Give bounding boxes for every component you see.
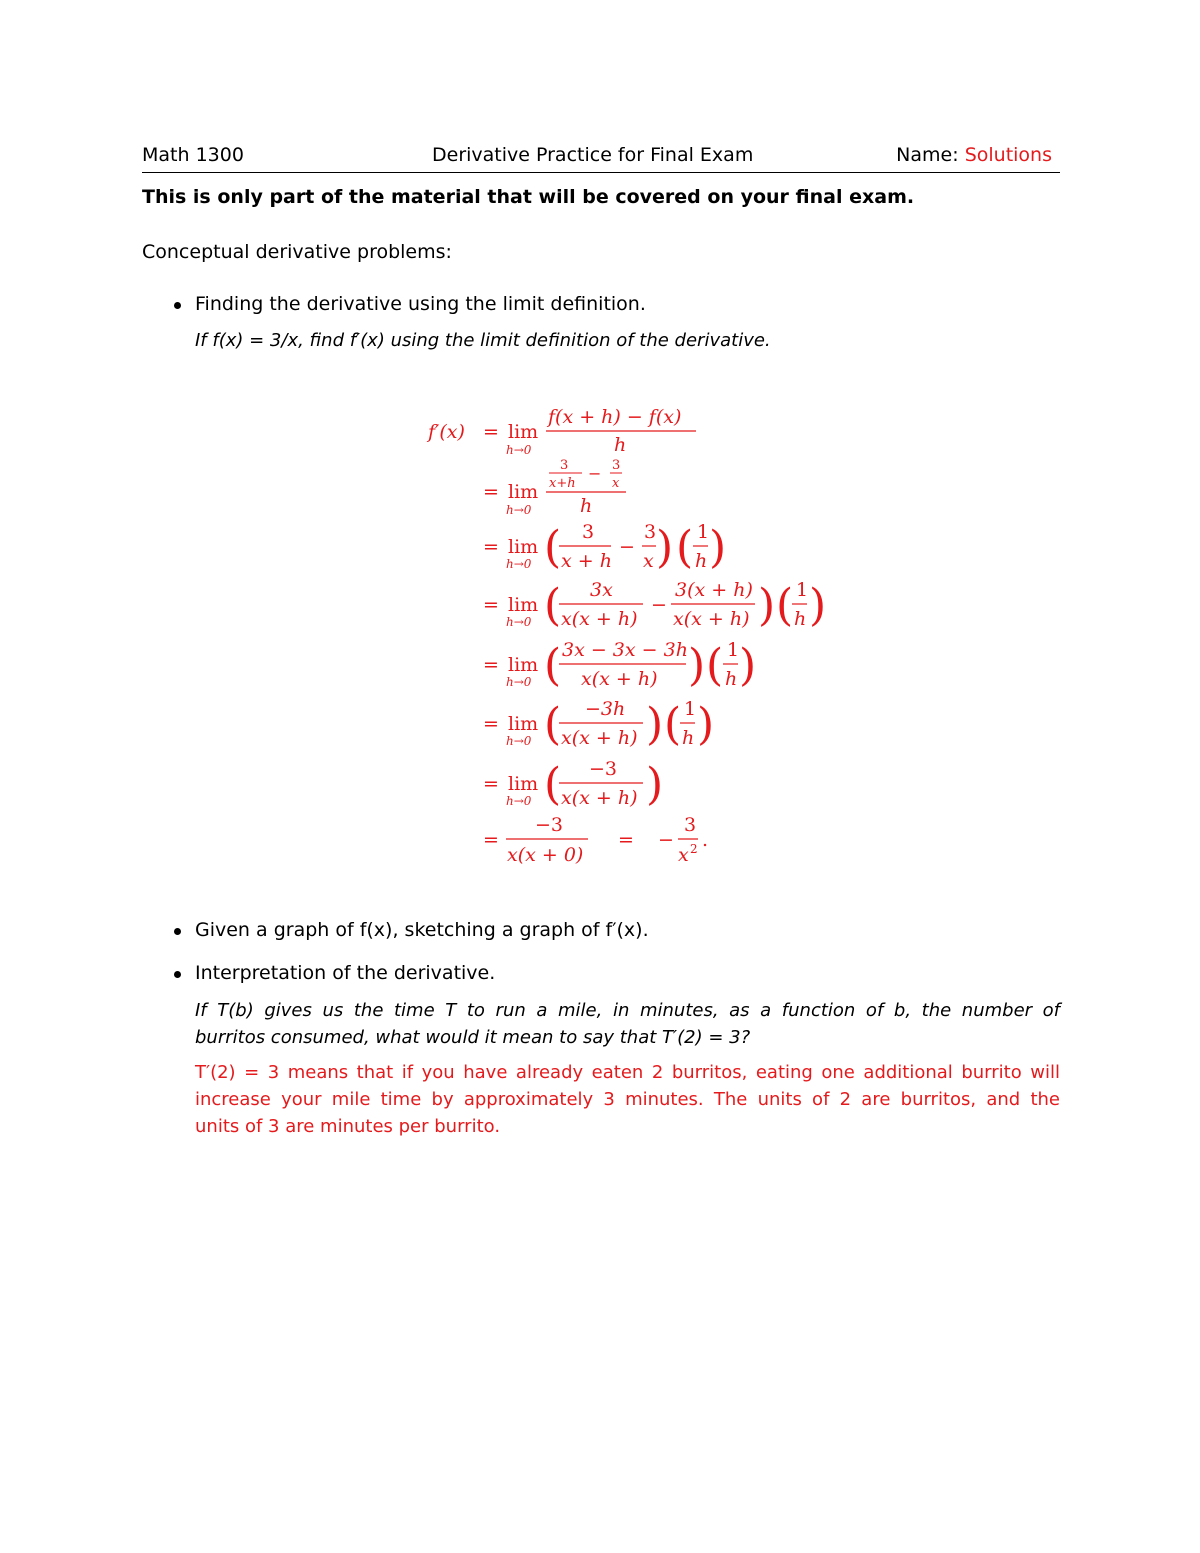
svg-text:(: ( [544, 759, 562, 810]
svg-text:x(x + h): x(x + h) [561, 608, 638, 630]
svg-text:h: h [682, 727, 695, 749]
svg-text:lim: lim [508, 773, 539, 795]
svg-text:=: = [483, 594, 499, 616]
bullet-dot [174, 928, 181, 935]
svg-text:lim: lim [508, 654, 539, 676]
svg-text:h→0: h→0 [506, 503, 532, 517]
lim-subscript: h→0 [506, 443, 532, 457]
lim-operator: lim [508, 421, 539, 443]
svg-text:lim: lim [508, 536, 539, 558]
svg-text:x + h: x + h [561, 550, 612, 572]
svg-text:2: 2 [690, 842, 698, 856]
svg-text:h: h [695, 550, 708, 572]
svg-text:=: = [618, 829, 634, 851]
svg-text:(: ( [664, 699, 682, 750]
svg-text:=: = [483, 536, 499, 558]
svg-text:(: ( [706, 640, 724, 691]
svg-text:(: ( [776, 580, 794, 631]
svg-text:): ) [646, 699, 664, 750]
svg-text:−3h: −3h [585, 698, 626, 720]
svg-text:(: ( [544, 580, 562, 631]
bullet-3-text: Interpretation of the derivative. [195, 962, 496, 984]
svg-text:h: h [725, 668, 738, 690]
numerator: f(x + h) − f(x) [548, 406, 682, 428]
bullet-1-prompt: If f(x) = 3/x, find f′(x) using the limit definition of the derivative. [195, 330, 771, 351]
svg-text:): ) [646, 759, 664, 810]
svg-text:3x − 3x − 3h: 3x − 3x − 3h [562, 639, 688, 661]
svg-text:h→0: h→0 [506, 675, 532, 689]
svg-text:x(x + h): x(x + h) [673, 608, 750, 630]
svg-text:x: x [678, 844, 689, 866]
bullet-2-text: Given a graph of f(x), sketching a graph of f′(x). [195, 919, 649, 941]
svg-text:): ) [739, 640, 757, 691]
svg-text:−: − [588, 464, 602, 483]
svg-text:3: 3 [612, 458, 621, 473]
svg-text:x(x + h): x(x + h) [561, 727, 638, 749]
svg-text:h→0: h→0 [506, 615, 532, 629]
svg-text:=: = [483, 713, 499, 735]
svg-text:x(x + h): x(x + h) [561, 787, 638, 809]
svg-text:=: = [483, 654, 499, 676]
svg-text:1: 1 [796, 579, 809, 601]
svg-text:h→0: h→0 [506, 794, 532, 808]
svg-text:): ) [758, 580, 776, 631]
svg-text:−: − [651, 594, 667, 616]
svg-text:lim: lim [508, 481, 539, 503]
svg-text:−3: −3 [589, 758, 618, 780]
svg-text:1: 1 [697, 521, 710, 543]
document-title: Derivative Practice for Final Exam [432, 144, 754, 166]
answer-line: T′(2) = 3 means that if you have already eaten 2 burritos, eating one additional burrito will [195, 1062, 1060, 1083]
svg-text:): ) [809, 580, 827, 631]
svg-text:=: = [483, 773, 499, 795]
bullet-1-text: Finding the derivative using the limit definition. [195, 293, 646, 315]
svg-text:h: h [580, 495, 593, 517]
svg-text:): ) [709, 522, 727, 573]
svg-text:lim: lim [508, 594, 539, 616]
svg-text:h→0: h→0 [506, 557, 532, 571]
svg-text:1: 1 [727, 639, 740, 661]
svg-text:x: x [612, 476, 620, 491]
svg-text:3(x + h): 3(x + h) [675, 579, 753, 601]
svg-text:−3: −3 [535, 814, 564, 836]
svg-text:): ) [697, 699, 715, 750]
derivative-lhs: f′(x) [428, 421, 465, 443]
svg-text:1: 1 [684, 698, 697, 720]
denominator: h [614, 434, 627, 456]
svg-text:x(x + 0): x(x + 0) [507, 844, 584, 866]
bullet-dot [174, 971, 181, 978]
prompt-line: If T(b) gives us the time T to run a mile, in minutes, as a function of b, the number of [195, 1000, 1060, 1021]
svg-text:x: x [643, 550, 654, 572]
svg-text:): ) [688, 640, 706, 691]
course-label: Math 1300 [142, 144, 244, 166]
svg-text:=: = [483, 481, 499, 503]
svg-text:3: 3 [684, 814, 697, 836]
prompt-line: burritos consumed, what would it mean to say that T′(2) = 3? [195, 1027, 751, 1048]
svg-text:x(x + h): x(x + h) [581, 668, 658, 690]
svg-text:=: = [483, 829, 499, 851]
equals-sign: = [483, 421, 499, 443]
name-label: Name: [896, 144, 959, 166]
svg-text:−: − [619, 536, 635, 558]
svg-text:−: − [658, 829, 674, 851]
section-heading: Conceptual derivative problems: [142, 241, 452, 263]
answer-line: increase your mile time by approximately 3 minutes. The units of 2 are burritos, and the [195, 1089, 1060, 1110]
svg-text:(: ( [676, 522, 694, 573]
svg-text:lim: lim [508, 713, 539, 735]
svg-text:h: h [794, 608, 807, 630]
answer-line: units of 3 are minutes per burrito. [195, 1116, 501, 1137]
svg-text:3: 3 [582, 521, 595, 543]
svg-text:(: ( [544, 522, 562, 573]
interpretation-prompt [195, 997, 1060, 1051]
svg-text:.: . [702, 829, 709, 851]
svg-text:x+h: x+h [549, 476, 576, 491]
exam-notice: This is only part of the material that will be covered on your final exam. [142, 186, 915, 208]
interpretation-answer [195, 1059, 1060, 1140]
svg-text:(: ( [544, 699, 562, 750]
svg-text:): ) [656, 522, 674, 573]
svg-text:3: 3 [560, 458, 569, 473]
name-value: Solutions [964, 144, 1052, 166]
svg-text:(: ( [544, 640, 562, 691]
svg-text:h→0: h→0 [506, 734, 532, 748]
svg-text:3x: 3x [590, 579, 613, 601]
svg-text:3: 3 [644, 521, 657, 543]
